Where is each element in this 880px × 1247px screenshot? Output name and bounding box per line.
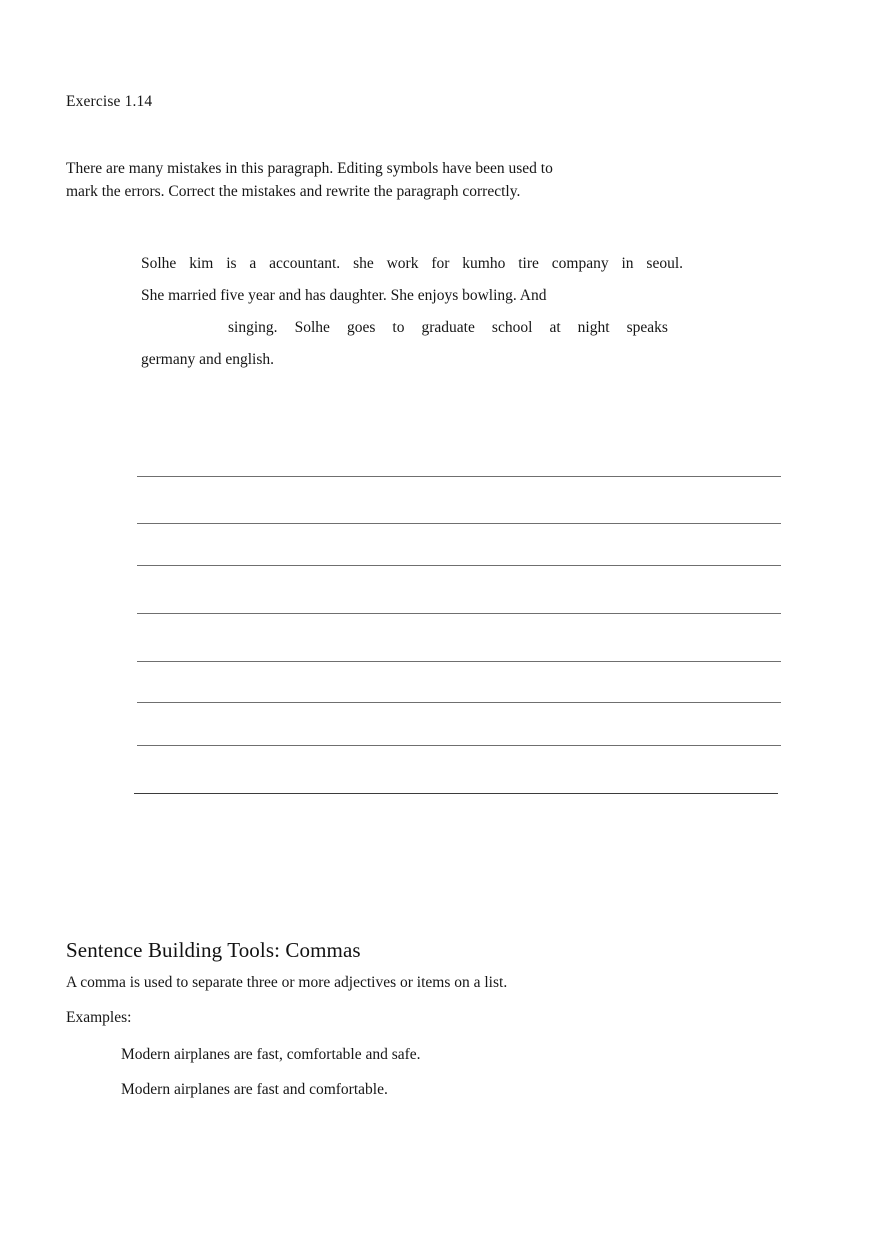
exercise-label: Exercise 1.14 (66, 93, 153, 110)
sp-word: singing. (228, 319, 278, 336)
commas-section-description: A comma is used to separate three or more adjectives or items on a list. (66, 974, 508, 991)
sp-word: night (577, 319, 610, 336)
sp-word: for (431, 255, 450, 272)
sp-word: school (491, 319, 533, 336)
answer-line-5[interactable] (137, 661, 781, 662)
student-paragraph-line-3 (141, 315, 668, 347)
sp-word: she (353, 255, 374, 272)
sp-word: company (551, 255, 609, 272)
answer-line-3[interactable] (137, 565, 781, 566)
instructions-block (66, 157, 666, 203)
instruction-line-2: mark the errors. Correct the mistakes and rewrite the paragraph correctly. (66, 183, 521, 200)
answer-line-6[interactable] (137, 702, 781, 703)
student-paragraph-line-4: germany and english. (141, 351, 275, 368)
student-paragraph-line-2: She married five year and has daughter. She enjoys bowling. And (141, 287, 547, 304)
answer-line-7[interactable] (137, 745, 781, 746)
examples-label: Examples: (66, 1009, 132, 1026)
answer-line-4[interactable] (137, 613, 781, 614)
sp-word: a (249, 255, 257, 272)
sp-word: work (386, 255, 419, 272)
commas-section-heading: Sentence Building Tools: Commas (66, 938, 361, 962)
student-paragraph-block (141, 251, 686, 379)
sp-word: kumho (462, 255, 506, 272)
sp-word: in (621, 255, 634, 272)
sp-word: to (392, 319, 405, 336)
sp-word: seoul. (646, 255, 683, 272)
sp-word: Solhe (141, 255, 177, 272)
sp-word: Solhe (294, 319, 330, 336)
sp-word: goes (346, 319, 376, 336)
sp-word: kim (189, 255, 214, 272)
example-sentence-2: Modern airplanes are fast and comfortable. (121, 1081, 388, 1098)
instruction-line-1: There are many mistakes in this paragraph. Editing symbols have been used to (66, 160, 553, 177)
sp-word: accountant. (269, 255, 341, 272)
sp-word: tire (518, 255, 539, 272)
sp-word: at (549, 319, 561, 336)
answer-line-1[interactable] (137, 476, 781, 477)
student-paragraph-line-1 (141, 251, 683, 283)
example-sentence-1: Modern airplanes are fast, comfortable and safe. (121, 1046, 421, 1063)
answer-line-2[interactable] (137, 523, 781, 524)
sp-word: graduate (421, 319, 475, 336)
answer-line-8[interactable] (134, 793, 778, 794)
sp-word: speaks (626, 319, 668, 336)
sp-word: is (226, 255, 237, 272)
